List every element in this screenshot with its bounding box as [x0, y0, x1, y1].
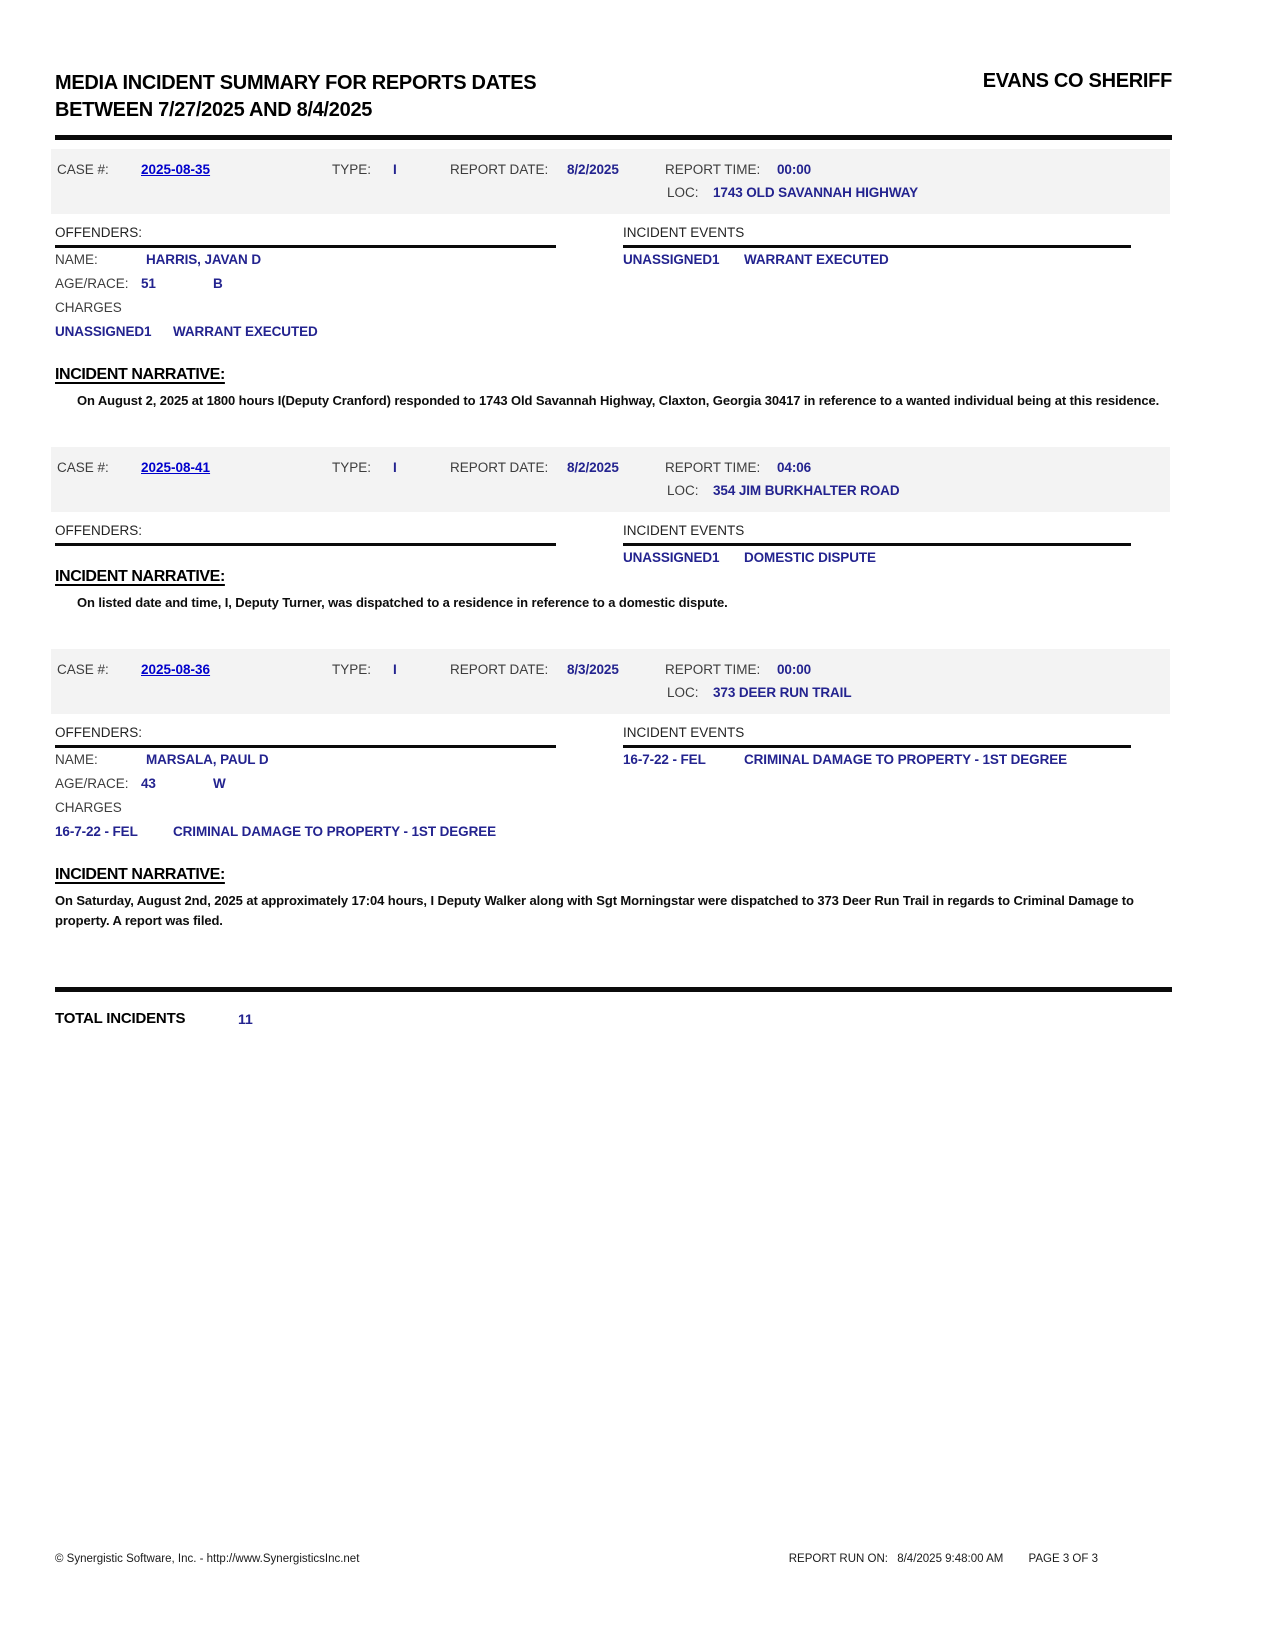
charge-code: 16-7-22 - FEL	[55, 824, 138, 839]
case-number-link[interactable]: 2025-08-36	[141, 662, 211, 677]
offender-name-value: MARSALA, PAUL D	[146, 752, 269, 767]
case-record-2	[55, 447, 1172, 613]
offenders-heading: OFFENDERS:	[55, 523, 556, 546]
page-title-line2: BETWEEN 7/27/2025 AND 8/4/2025	[55, 99, 373, 121]
report-time-label: REPORT TIME:	[665, 162, 761, 177]
age-race-label: AGE/RACE:	[55, 776, 129, 791]
age-value: 51	[141, 276, 156, 291]
name-label: NAME:	[55, 252, 98, 267]
charge-row	[55, 820, 556, 844]
case-record-3	[55, 649, 1172, 931]
incident-events-heading: INCIDENT EVENTS	[623, 523, 1131, 546]
offender-name-value: HARRIS, JAVAN D	[146, 252, 262, 267]
narrative-text: On August 2, 2025 at 1800 hours I(Deputy Cranford) responded to 1743 Old Savannah Highway, Claxton, Georgia 30417 in reference to a wanted individual being at this residence.	[77, 393, 1160, 408]
charges-heading-row	[55, 796, 556, 820]
location-value: 1743 OLD SAVANNAH HIGHWAY	[713, 185, 919, 200]
age-value: 43	[141, 776, 156, 791]
page-footer	[55, 1552, 1098, 1567]
offenders-section	[55, 523, 556, 546]
location-label: LOC:	[667, 185, 699, 200]
incident-events-section	[623, 225, 1131, 272]
report-header	[55, 70, 1172, 124]
summary-rule	[55, 987, 1172, 992]
header-rule	[55, 135, 1172, 140]
event-code: 16-7-22 - FEL	[623, 752, 706, 767]
charge-description: CRIMINAL DAMAGE TO PROPERTY - 1ST DEGREE	[173, 824, 497, 839]
report-time-label: REPORT TIME:	[665, 662, 761, 677]
report-time-label: REPORT TIME:	[665, 460, 761, 475]
report-date-value: 8/2/2025	[567, 162, 619, 177]
offender-name-row	[55, 248, 556, 272]
page-indicator: PAGE 3 OF 3	[1028, 1553, 1098, 1565]
type-value: I	[393, 162, 397, 177]
report-date-label: REPORT DATE:	[450, 662, 549, 677]
type-label: TYPE:	[332, 460, 372, 475]
report-run-on-label: REPORT RUN ON:	[788, 1553, 888, 1565]
report-run-on-value: 8/4/2025 9:48:00 AM	[897, 1553, 1004, 1565]
event-code: UNASSIGNED1	[623, 550, 720, 565]
report-date-value: 8/3/2025	[567, 662, 619, 677]
narrative-text: On Saturday, August 2nd, 2025 at approximately 17:04 hours, I Deputy Walker along with Sgt Morningstar were dispatched to 373 Deer Run Trail in regards to Criminal Damage to property. A report was filed.	[55, 893, 1134, 928]
age-race-row	[55, 272, 556, 296]
agency-name: EVANS CO SHERIFF	[982, 70, 1172, 92]
incident-narrative-heading: INCIDENT NARRATIVE:	[55, 568, 225, 585]
charges-heading-row	[55, 296, 556, 320]
report-time-value: 00:00	[777, 662, 812, 677]
case-number-label: CASE #:	[57, 460, 109, 475]
age-race-row	[55, 772, 556, 796]
case-number-link[interactable]: 2025-08-41	[141, 460, 211, 475]
case-number-label: CASE #:	[57, 162, 109, 177]
offender-name-row	[55, 748, 556, 772]
report-time-value: 00:00	[777, 162, 812, 177]
case-record-1	[55, 149, 1172, 411]
location-value: 354 JIM BURKHALTER ROAD	[713, 483, 900, 498]
incident-events-heading: INCIDENT EVENTS	[623, 225, 1131, 248]
offenders-heading: OFFENDERS:	[55, 225, 556, 248]
incident-narrative-heading: INCIDENT NARRATIVE:	[55, 366, 225, 383]
location-value: 373 DEER RUN TRAIL	[713, 685, 852, 700]
case-number-link[interactable]: 2025-08-35	[141, 162, 211, 177]
report-date-label: REPORT DATE:	[450, 460, 549, 475]
footer-run-info	[783, 1552, 1098, 1567]
incident-events-section	[623, 523, 1131, 570]
event-description: WARRANT EXECUTED	[744, 252, 889, 267]
type-value: I	[393, 460, 397, 475]
race-value: W	[213, 776, 226, 791]
event-description: DOMESTIC DISPUTE	[744, 550, 876, 565]
total-incidents-label: TOTAL INCIDENTS	[55, 1010, 186, 1027]
name-label: NAME:	[55, 752, 98, 767]
event-row	[623, 748, 1131, 772]
page-title	[55, 70, 536, 124]
charge-description: WARRANT EXECUTED	[173, 324, 318, 339]
location-label: LOC:	[667, 685, 699, 700]
charges-heading: CHARGES	[55, 800, 122, 815]
race-value: B	[213, 276, 223, 291]
report-date-label: REPORT DATE:	[450, 162, 549, 177]
case-header-band	[51, 149, 1170, 214]
charge-row	[55, 320, 556, 344]
event-description: CRIMINAL DAMAGE TO PROPERTY - 1ST DEGREE	[744, 752, 1068, 767]
offenders-section	[55, 725, 556, 844]
incident-narrative-heading: INCIDENT NARRATIVE:	[55, 866, 225, 883]
type-label: TYPE:	[332, 162, 372, 177]
case-header-band	[51, 649, 1170, 714]
narrative-text: On listed date and time, I, Deputy Turner, was dispatched to a residence in reference to a domestic dispute.	[77, 595, 728, 610]
incident-events-heading: INCIDENT EVENTS	[623, 725, 1131, 748]
event-row	[623, 546, 1131, 570]
page-title-line1: MEDIA INCIDENT SUMMARY FOR REPORTS DATES	[55, 72, 537, 94]
total-incidents-row	[55, 1008, 1172, 1030]
footer-copyright: © Synergistic Software, Inc. - http://www.SynergisticsInc.net	[55, 1553, 360, 1565]
offenders-section	[55, 225, 556, 344]
charges-heading: CHARGES	[55, 300, 122, 315]
type-label: TYPE:	[332, 662, 372, 677]
event-code: UNASSIGNED1	[623, 252, 720, 267]
age-race-label: AGE/RACE:	[55, 276, 129, 291]
location-label: LOC:	[667, 483, 699, 498]
report-date-value: 8/2/2025	[567, 460, 619, 475]
total-incidents-value: 11	[238, 1011, 253, 1027]
offenders-heading: OFFENDERS:	[55, 725, 556, 748]
case-header-band	[51, 447, 1170, 512]
type-value: I	[393, 662, 397, 677]
report-time-value: 04:06	[777, 460, 812, 475]
charge-code: UNASSIGNED1	[55, 324, 152, 339]
incident-events-section	[623, 725, 1131, 772]
case-number-label: CASE #:	[57, 662, 109, 677]
event-row	[623, 248, 1131, 272]
